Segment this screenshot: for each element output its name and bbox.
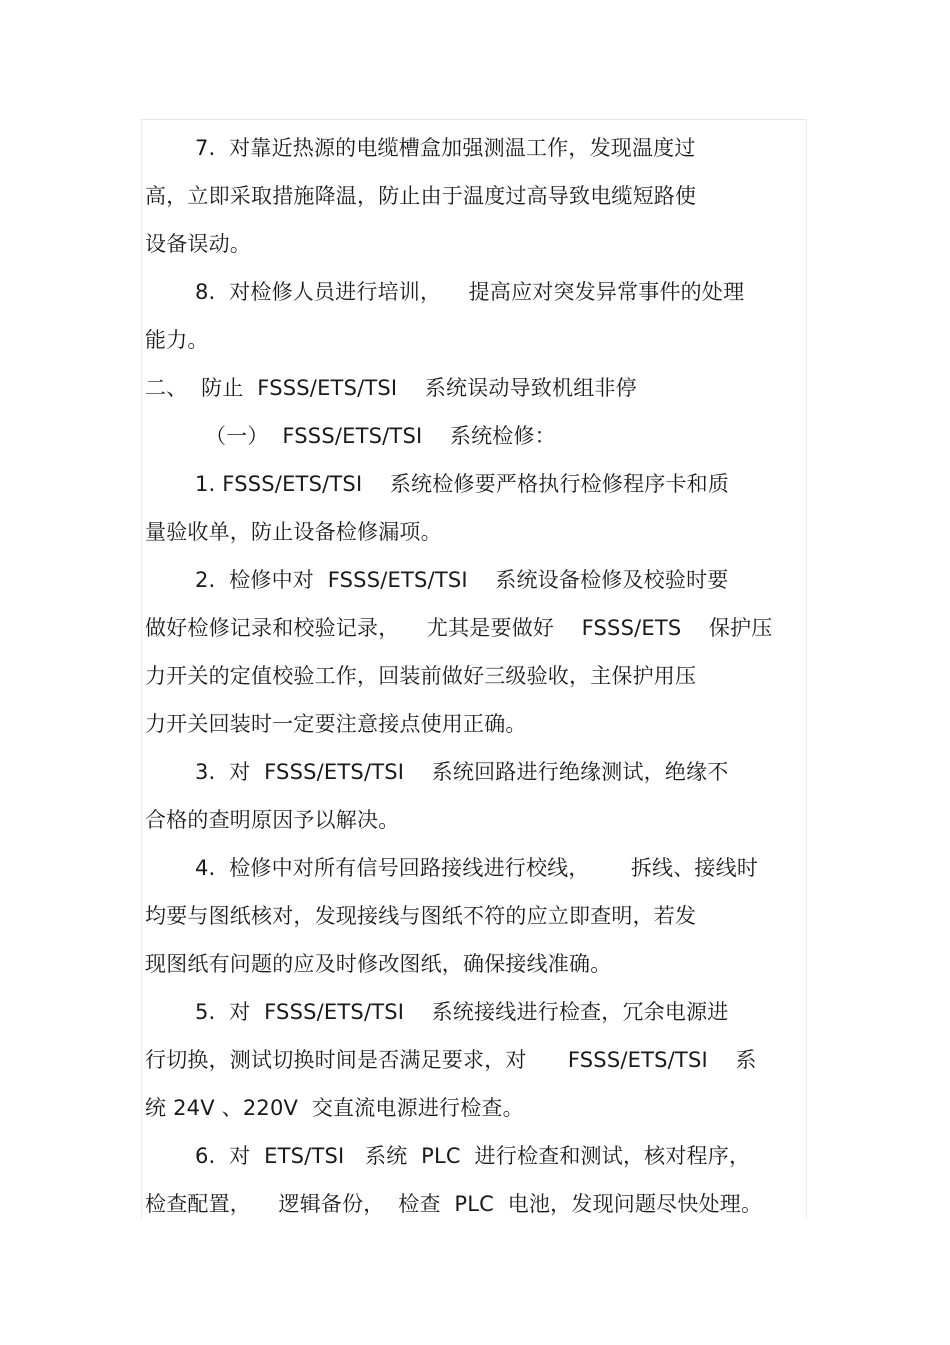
item-2-line-2: 做好检修记录和校验记录， 尤其是要做好 FSSS/ETS 保护压 xyxy=(145,616,773,640)
item-2-line-3: 力开关的定值校验工作，回装前做好三级验收，主保护用压 xyxy=(145,664,697,688)
item-4-line-1: 4. 检修中对所有信号回路接线进行校线， 拆线、接线时 xyxy=(195,856,759,880)
section-heading-2: 二、 防止 FSSS/ETS/TSI 系统误动导致机组非停 xyxy=(145,376,637,400)
item-8-line-1: 8. 对检修人员进行培训， 提高应对突发异常事件的处理 xyxy=(195,280,745,304)
item-4-line-2: 均要与图纸核对，发现接线与图纸不符的应立即查明，若发 xyxy=(145,904,697,928)
item-4-line-3: 现图纸有问题的应及时修改图纸，确保接线准确。 xyxy=(145,952,612,976)
item-1-line-1: 1. FSSS/ETS/TSI 系统检修要严格执行检修程序卡和质 xyxy=(195,472,730,496)
item-7-line-1: 7. 对靠近热源的电缆槽盒加强测温工作，发现温度过 xyxy=(195,136,696,160)
item-6-line-1: 6. 对 ETS/TSI 系统 PLC 进行检查和测试，核对程序， xyxy=(195,1144,751,1168)
item-5-line-2: 行切换，测试切换时间是否满足要求，对 FSSS/ETS/TSI 系 xyxy=(145,1048,757,1072)
item-3-line-2: 合格的查明原因予以解决。 xyxy=(145,808,400,832)
item-8-line-2: 能力。 xyxy=(145,328,209,352)
item-7-line-2: 高，立即采取措施降温，防止由于温度过高导致电缆短路使 xyxy=(145,184,697,208)
item-2-line-4: 力开关回装时一定要注意接点使用正确。 xyxy=(145,712,527,736)
item-6-line-2: 检查配置， 逻辑备份， 检查 PLC 电池，发现问题尽快处理。 xyxy=(145,1192,763,1216)
item-7-line-3: 设备误动。 xyxy=(145,232,251,256)
item-5-line-1: 5. 对 FSSS/ETS/TSI 系统接线进行检查，冗余电源进 xyxy=(195,1000,729,1024)
item-1-line-2: 量验收单，防止设备检修漏项。 xyxy=(145,520,442,544)
item-5-line-3: 统 24V 、220V 交直流电源进行检查。 xyxy=(145,1096,524,1120)
subsection-heading-1: （一） FSSS/ETS/TSI 系统检修： xyxy=(205,424,556,448)
item-3-line-1: 3. 对 FSSS/ETS/TSI 系统回路进行绝缘测试，绝缘不 xyxy=(195,760,729,784)
item-2-line-1: 2. 检修中对 FSSS/ETS/TSI 系统设备检修及校验时要 xyxy=(195,568,729,592)
